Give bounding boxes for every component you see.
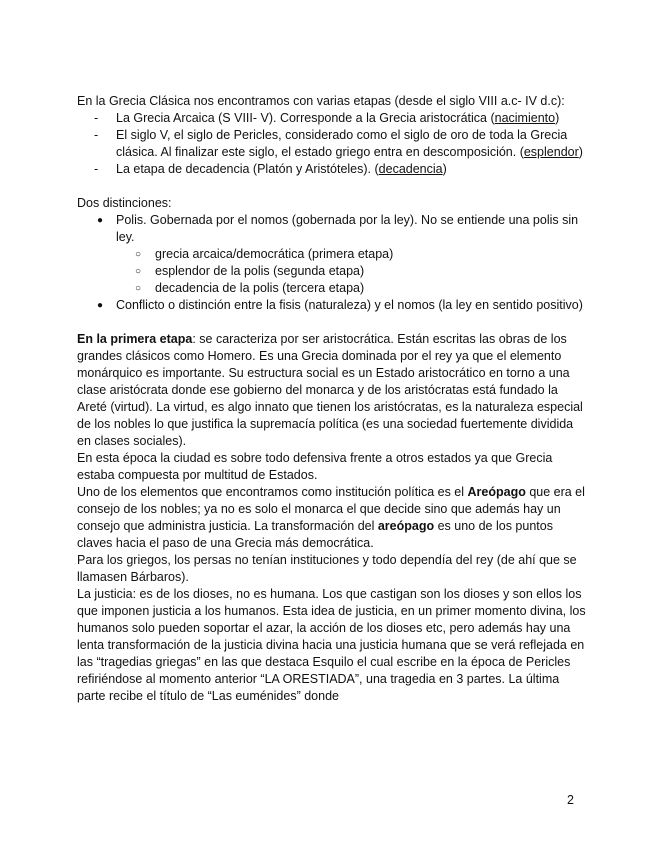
paragraph-text: es uno de los puntos claves hacia el paso de una Grecia más democrática. — [77, 519, 553, 550]
circle-marker: ○ — [135, 266, 142, 277]
bold-areopago: Areópago — [467, 485, 526, 499]
paragraph-text: Uno de los elementos que encontramos como institución política es el — [77, 485, 468, 499]
paragraph-first-stage — [77, 331, 587, 450]
paragraph-text: : se caracteriza por ser aristocrática. Están escritas las obras de los grandes clásicos como Homero. Es una Grecia dominada por el rey ya que el elemento monárquico es importante. Su estructura social es un Estado aristocrático en torno a una clase aristócrata donde ese gobierno del monarca y de los aristócratas está fundado la Areté (virtud). La virtud, es algo innato que tienen los aristócratas, es la naturaleza especial de los nobles lo que justifica la supremacía política (es una sociedad fuertemente dividida en clases sociales). — [77, 332, 583, 448]
list-item-text: Conflicto o distinción entre la fisis (naturaleza) y el nomos (la ley en sentido positivo) — [116, 298, 583, 312]
document-body — [77, 93, 587, 705]
intro-paragraph: En la Grecia Clásica nos encontramos con varias etapas (desde el siglo VIII a.c- IV d.c): — [77, 94, 565, 108]
spacer — [77, 178, 587, 195]
circle-marker: ○ — [135, 249, 142, 260]
list-item-close: ) — [442, 162, 447, 176]
stages-list — [77, 110, 587, 178]
bold-lead: En la primera etapa — [77, 332, 193, 346]
paragraph-text: que era el consejo de los nobles; ya no es solo el monarca el que decide sino que además hay un consejo que administra justicia. La transformación del — [77, 485, 585, 533]
sub-list-item-text: esplendor de la polis (segunda etapa) — [155, 264, 365, 278]
paragraph-justicia: La justicia: es de los dioses, no es humana. Los que castigan son los dioses y son ellos los que imponen justicia a los humanos. Esta idea de justicia, en un primer momento divina, los humanos solo pueden soportar el azar, la acción de los dioses etc, pero además hay una lenta transformación de la justicia divina hacia una justicia humana que se verá reflejada en las “tragedias griegas” en las que destaca Esquilo el cual escribe en la época de Pericles refiriéndose al momento anterior “LA ORESTIADA”, una tragedia en 3 partes. La última parte recibe el título de “Las euménides” donde — [77, 587, 586, 703]
paragraph-persas: Para los griegos, los persas no tenían instituciones y todo dependía del rey (de ahí que se llamasen Bárbaros). — [77, 553, 577, 584]
list-item-text: La etapa de decadencia (Platón y Aristóteles). ( — [116, 162, 379, 176]
paragraph-areopago — [77, 484, 587, 552]
list-item-close: ) — [578, 145, 583, 159]
list-item-text: El siglo V, el siglo de Pericles, considerado como el siglo de oro de toda la Grecia clásica. Al finalizar este siglo, el estado griego entra en descomposición. ( — [116, 128, 568, 159]
bold-areopago-lower: areópago — [377, 519, 435, 533]
link-decadencia[interactable]: decadencia — [378, 162, 443, 176]
sub-list-item — [77, 263, 587, 280]
list-item-conflict — [77, 297, 587, 314]
sub-list-item-text: decadencia de la polis (tercera etapa) — [155, 281, 365, 295]
link-nacimiento[interactable]: nacimiento — [494, 111, 556, 125]
sub-list-item — [77, 246, 587, 263]
circle-marker: ○ — [135, 283, 142, 294]
link-esplendor[interactable]: esplendor — [523, 145, 579, 159]
list-item — [77, 110, 587, 127]
list-item-polis — [77, 212, 587, 246]
sub-list-item — [77, 280, 587, 297]
dash-marker: - — [94, 128, 99, 142]
dash-marker: - — [94, 162, 99, 176]
list-item-text: Polis. Gobernada por el nomos (gobernada por la ley). No se entiende una polis sin ley. — [116, 213, 579, 244]
paragraph-defense: En esta época la ciudad es sobre todo defensiva frente a otros estados ya que Grecia estaba compuesta por multitud de Estados. — [77, 451, 553, 482]
list-item-close: ) — [555, 111, 560, 125]
list-item — [77, 127, 587, 161]
bullet-marker: ● — [97, 300, 104, 311]
bullet-marker: ● — [97, 215, 104, 226]
spacer — [77, 314, 587, 331]
dash-marker: - — [94, 111, 99, 125]
list-item — [77, 161, 587, 178]
page-number: 2 — [567, 793, 574, 807]
distinctions-heading: Dos distinciones: — [77, 196, 172, 210]
sub-list-item-text: grecia arcaica/democrática (primera etapa) — [155, 247, 394, 261]
list-item-text: La Grecia Arcaica (S VIII- V). Corresponde a la Grecia aristocrática ( — [116, 111, 495, 125]
